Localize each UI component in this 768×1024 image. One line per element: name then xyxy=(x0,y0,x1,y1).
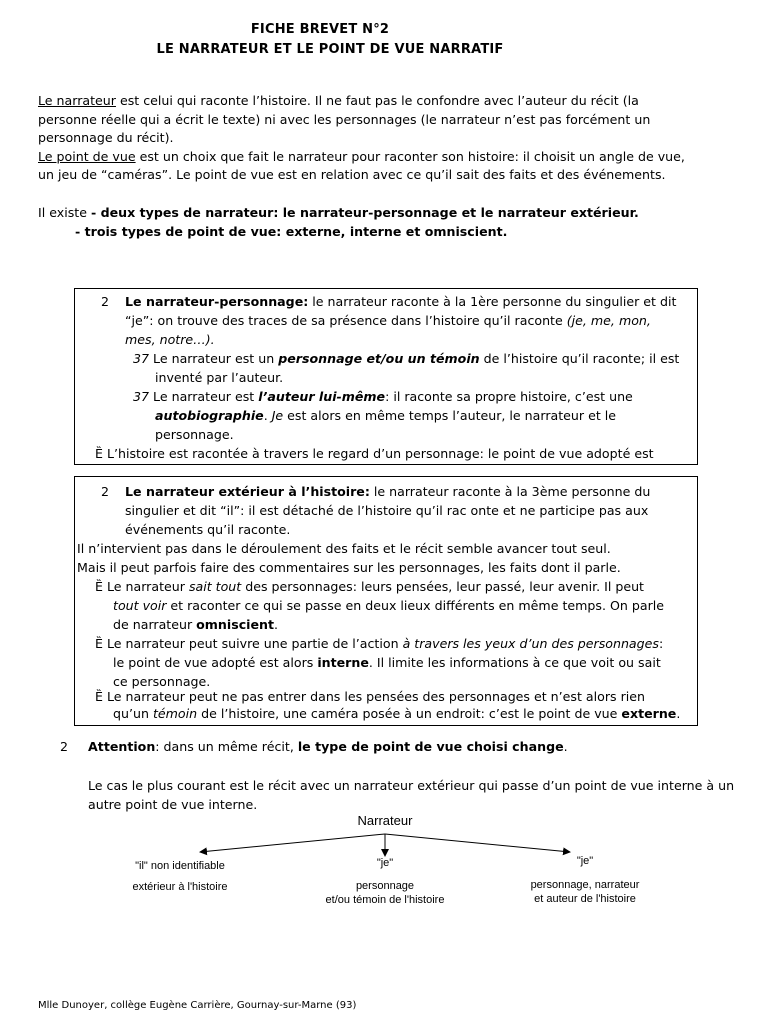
box1-line-2: “je”: on trouve des traces de sa présence dans l’histoire qu’il raconte xyxy=(125,313,567,328)
attention-label: Attention xyxy=(88,739,156,754)
box2-b2-g: ce personnage. xyxy=(113,674,211,689)
attention-text-1: : dans un même récit, xyxy=(155,739,298,754)
attention-number: 2 xyxy=(60,739,69,754)
box1-sub2-e: . xyxy=(263,408,272,423)
term-point-de-vue: Le point de vue xyxy=(38,148,136,164)
exists-narrateur-types: - deux types de narrateur: le narrateur-personnage et le narrateur extérieur. xyxy=(90,205,639,220)
diagram-right-top: "je" xyxy=(576,855,594,867)
box2-number: 2 xyxy=(101,484,110,499)
box2-b1-d: tout voir xyxy=(113,598,167,613)
exists-prefix: Il existe xyxy=(38,205,91,220)
box1-sub2-h: personnage. xyxy=(155,427,234,442)
box2-b2-b: à travers les yeux d’un des personnages xyxy=(402,636,659,651)
box2-b3-e: externe xyxy=(621,706,677,721)
box2-line-3: événements qu’il raconte. xyxy=(125,522,291,537)
box1-sub2-c: : il raconte sa propre histoire, c’est une xyxy=(385,389,633,404)
box2-line-1: le narrateur raconte à la 3ème personne du xyxy=(369,484,651,499)
diagram-right-bottom-2: et auteur de l'histoire xyxy=(534,893,636,905)
attention-text-3: . xyxy=(563,739,568,754)
box1-sub1-d: inventé par l’auteur. xyxy=(155,370,284,385)
box2-b3-b: qu’un xyxy=(113,706,153,721)
attention-para-1: Le cas le plus courant est le récit avec un narrateur extérieur qui passe d’un point de vue interne à un xyxy=(88,778,735,793)
box2-b1-b: sait tout xyxy=(188,579,242,594)
box2-b3-d: de l’histoire, une caméra posée à un endroit: c’est le point de vue xyxy=(197,706,622,721)
box1-sub2-a: Le narrateur est xyxy=(153,389,259,404)
arrow-left xyxy=(200,834,385,852)
box1-sub2-d: autobiographie xyxy=(155,408,264,423)
diagram-root: Narrateur xyxy=(357,813,413,828)
box1-sub2-f: Je xyxy=(271,408,284,423)
box1-sub1-c: de l’histoire qu’il raconte; il est xyxy=(479,351,680,366)
box2-b1-c: des personnages: leurs pensées, leur passé, leur avenir. Il peut xyxy=(241,579,644,594)
narrateur-def-3: personnage du récit). xyxy=(38,130,174,146)
bullet-icon: Ȅ xyxy=(95,579,103,594)
diagram-mid-bottom-1: personnage xyxy=(355,880,415,892)
box1-sub1-b: personnage et/ou un témoin xyxy=(278,351,480,366)
narrateur-def-2: personne réelle qui a écrit le texte) ni avec les personnages (le narrateur n’est pas forcément un xyxy=(38,111,651,127)
diagram-mid-top: "je" xyxy=(376,857,394,869)
box2-line-4: Il n’intervient pas dans le déroulement des faits et le récit semble avancer tout seul. xyxy=(77,541,611,556)
box1-last-line: L’histoire est racontée à travers le regard d’un personnage: le point de vue adopté est xyxy=(106,446,654,461)
box2-b1-a: Le narrateur xyxy=(106,579,189,594)
title-line-1: FICHE BREVET N°2 xyxy=(250,22,390,37)
diagram-left-top: "il" non identifiable xyxy=(135,860,225,872)
box1-sub-number-2: 37 xyxy=(133,389,150,404)
box2-b2-a: Le narrateur peut suivre une partie de l’action xyxy=(106,636,403,651)
box1-sub2-g: est alors en même temps l’auteur, le narrateur et le xyxy=(283,408,617,423)
box1-line-1: le narrateur raconte à la 1ère personne du singulier et dit xyxy=(308,294,677,309)
box2-b1-h: . xyxy=(274,617,279,632)
box1-line-2-italic: (je, me, mon, xyxy=(566,313,651,328)
box2-b3-c: témoin xyxy=(152,706,198,721)
box2-heading: Le narrateur extérieur à l’histoire: xyxy=(125,484,370,499)
box2-b3-a: Le narrateur peut ne pas entrer dans les pensées des personnages et n’est alors rien xyxy=(106,689,645,704)
box2-b2-e: interne xyxy=(317,655,369,670)
box2-line-2: singulier et dit “il”: il est détaché de l’histoire qu’il rac onte et ne participe pas aux xyxy=(125,503,649,518)
diagram-left-bottom: extérieur à l'histoire xyxy=(132,881,228,893)
diagram-mid-bottom-2: et/ou témoin de l'histoire xyxy=(325,894,445,906)
term-narrateur: Le narrateur xyxy=(38,93,116,108)
pdv-def-1: est un choix que fait le narrateur pour raconter son histoire: il choisit un angle de vue, xyxy=(135,148,685,164)
footer-credit: Mlle Dunoyer, collège Eugène Carrière, Gournay-sur-Marne (93) xyxy=(38,1000,357,1011)
box1-heading: Le narrateur-personnage: xyxy=(125,294,309,309)
box2-b1-g: omniscient xyxy=(196,617,275,632)
box2-b1-f: de narrateur xyxy=(113,617,197,632)
title-line-2: LE NARRATEUR ET LE POINT DE VUE NARRATIF xyxy=(156,42,504,57)
pdv-def-2: un jeu de “caméras”. Le point de vue est en relation avec ce qu’il sait des faits et des événements. xyxy=(38,167,666,183)
box2-b2-c: : xyxy=(658,636,664,651)
box2-b1-e: et raconter ce qui se passe en deux lieux différents en même temps. On parle xyxy=(166,598,664,613)
box2-b2-d: le point de vue adopté est alors xyxy=(113,655,318,670)
box2-b2-f: . Il limite les informations à ce que voit ou sait xyxy=(368,655,661,670)
attention-para-2: autre point de vue interne. xyxy=(88,797,258,812)
box2-line-5: Mais il peut parfois faire des commentaires sur les personnages, les faits dont il parle. xyxy=(77,560,621,575)
attention-text-2: le type de point de vue choisi change xyxy=(297,739,564,754)
narrateur-def-1: est celui qui raconte l’histoire. Il ne faut pas le confondre avec l’auteur du récit (la xyxy=(115,93,639,108)
box1-line-3: mes, notre…). xyxy=(125,332,215,347)
box1-sub-number-1: 37 xyxy=(133,351,150,366)
exists-pdv-types: - trois types de point de vue: externe, interne et omniscient. xyxy=(75,223,508,239)
box2-b3-f: . xyxy=(676,706,681,721)
bullet-icon: Ȅ xyxy=(95,446,103,461)
box1-sub2-b: l’auteur lui-même xyxy=(258,389,386,404)
diagram-right-bottom-1: personnage, narrateur xyxy=(530,879,640,891)
arrow-right xyxy=(385,834,570,852)
box1-sub1-a: Le narrateur est un xyxy=(153,351,279,366)
bullet-icon: Ȅ xyxy=(95,689,103,704)
box1-number: 2 xyxy=(101,294,110,309)
bullet-icon: Ȅ xyxy=(95,636,103,651)
